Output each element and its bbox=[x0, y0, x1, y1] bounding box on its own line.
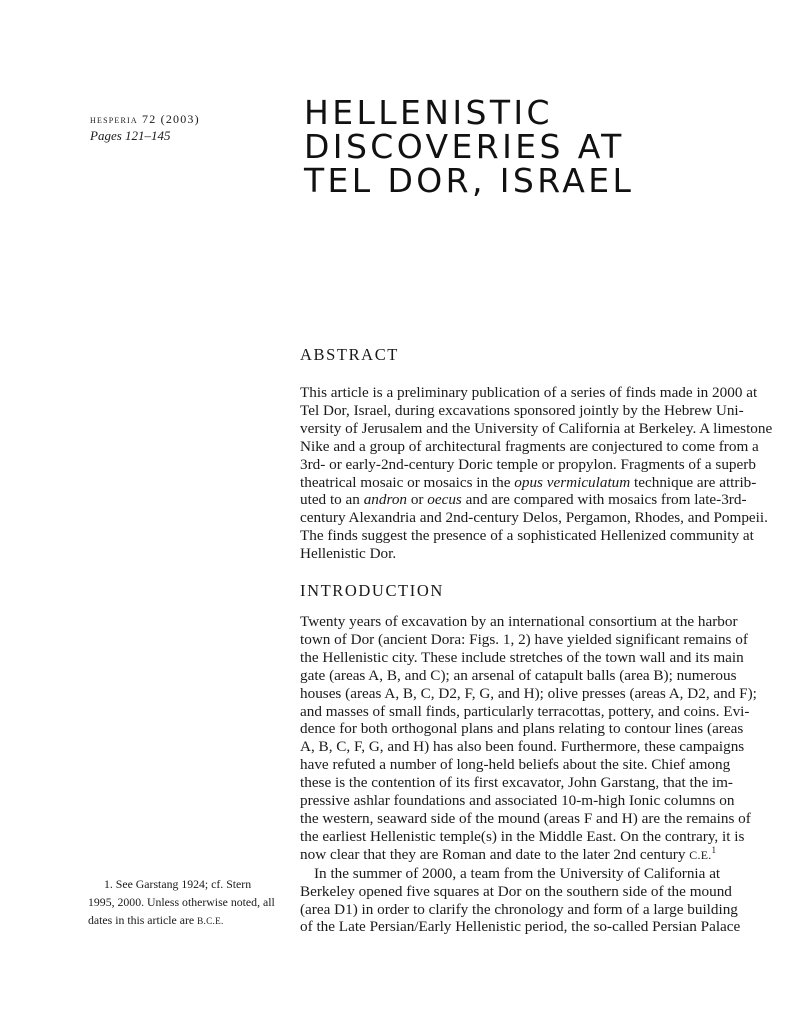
text-span: houses (areas A, B, C, D2, F, G, and H); olive presses (areas A, D2, and F); bbox=[300, 684, 757, 702]
footnote-line bbox=[88, 893, 288, 911]
paragraph bbox=[300, 864, 741, 937]
text-span: dence for both orthogonal plans and plans relating to contour lines (areas bbox=[300, 720, 744, 738]
text-line bbox=[300, 918, 741, 936]
text-span: uted to an bbox=[300, 491, 364, 509]
text-line bbox=[300, 827, 745, 846]
title-line: TEL DOR, ISRAEL bbox=[304, 161, 635, 200]
text-line bbox=[300, 684, 757, 703]
text-line bbox=[300, 491, 747, 509]
abstract-heading: ABSTRACT bbox=[300, 345, 399, 364]
text-span: dates in this article are bbox=[88, 913, 198, 927]
introduction-body bbox=[300, 613, 757, 936]
text-span: versity of Jerusalem and the University of California at Berkeley. A limestone bbox=[300, 419, 773, 437]
text-span: Nike and a group of architectural fragments are conjectured to come from a bbox=[300, 437, 759, 455]
text-span: gate (areas A, B, and C); an arsenal of catapult balls (area B); numerous bbox=[300, 666, 737, 684]
text-line bbox=[300, 527, 754, 545]
text-line bbox=[300, 756, 731, 774]
text-line bbox=[300, 613, 738, 631]
journal-citation: hesperia 72 (2003) bbox=[90, 112, 200, 126]
text-span: A, B, C, F, G, and H) has also been found. Furthermore, these campaigns bbox=[300, 738, 745, 756]
text-line bbox=[300, 545, 708, 563]
text-span: pressive ashlar foundations and associated 10-m-high Ionic columns on bbox=[300, 792, 735, 810]
text-line bbox=[300, 509, 768, 527]
text-line bbox=[300, 792, 735, 810]
text-span: the Hellenistic city. These include stretches of the town wall and its main bbox=[300, 648, 744, 666]
italic-term: oecus bbox=[427, 491, 462, 509]
text-line bbox=[300, 809, 751, 828]
text-span: Hellenistic Dor. bbox=[300, 545, 397, 563]
text-span: theatrical mosaic or mosaics in the bbox=[300, 473, 515, 491]
footnote bbox=[88, 875, 288, 930]
text-span: Twenty years of excavation by an international consortium at the harbor bbox=[300, 613, 738, 630]
text-line bbox=[300, 401, 744, 420]
text-line bbox=[300, 473, 757, 492]
abstract-body bbox=[300, 384, 773, 563]
text-span: 3rd- or early-2nd-century Doric temple or propylon. Fragments of a superb bbox=[300, 455, 756, 473]
text-span: 1995, 2000. Unless otherwise noted, all bbox=[88, 895, 275, 909]
text-line bbox=[300, 702, 750, 721]
text-span: technique are attrib- bbox=[630, 473, 757, 491]
italic-term: opus vermiculatum bbox=[514, 473, 631, 491]
article-title bbox=[304, 93, 635, 200]
text-span: the earliest Hellenistic temple(s) in the Middle East. On the contrary, it is bbox=[300, 827, 745, 845]
text-line bbox=[300, 666, 737, 685]
text-span: The finds suggest the presence of a sophisticated Hellenized community at bbox=[300, 527, 754, 545]
text-span: now clear that they are Roman and date to the later 2nd century bbox=[300, 845, 690, 863]
text-span: and are compared with mosaics from late-3rd- bbox=[461, 491, 747, 509]
text-line bbox=[300, 738, 745, 756]
text-span: town of Dor (ancient Dora: Figs. 1, 2) have yielded significant remains of bbox=[300, 630, 748, 648]
text-line bbox=[300, 437, 759, 456]
text-line bbox=[300, 384, 758, 402]
text-span: century Alexandria and 2nd-century Delos, Pergamon, Rhodes, and Pompeii. bbox=[300, 509, 768, 527]
text-span: This article is a preliminary publication of a series of finds made in 2000 at bbox=[300, 384, 758, 401]
text-line bbox=[300, 882, 732, 901]
text-line bbox=[300, 844, 717, 865]
text-line bbox=[300, 630, 748, 649]
text-span: the western, seaward side of the mound (areas F and H) are the remains of bbox=[300, 809, 751, 827]
text-span: C.E. bbox=[689, 847, 712, 862]
text-line bbox=[300, 774, 733, 792]
text-span: of the Late Persian/Early Hellenistic period, the so-called Persian Palace bbox=[300, 918, 741, 936]
text-line bbox=[300, 720, 744, 738]
text-span: B.C.E. bbox=[197, 916, 224, 926]
title-line: HELLENISTIC bbox=[304, 93, 553, 132]
footnote-line bbox=[88, 911, 288, 930]
footnote-marker[interactable]: 1 bbox=[711, 844, 717, 855]
page-range: Pages 121–145 bbox=[90, 128, 171, 143]
text-span: and masses of small finds, particularly terracottas, pottery, and coins. Evi- bbox=[300, 702, 750, 720]
text-span: Berkeley opened five squares at Dor on the southern side of the mound bbox=[300, 882, 732, 900]
text-span: have refuted a number of long-held beliefs about the site. Chief among bbox=[300, 756, 731, 774]
text-line bbox=[300, 900, 738, 919]
italic-term: andron bbox=[363, 491, 408, 509]
text-span: In the summer of 2000, a team from the University of California at bbox=[314, 864, 721, 882]
text-span: these is the contention of its first excavator, John Garstang, that the im- bbox=[300, 774, 733, 792]
text-line bbox=[300, 419, 773, 438]
text-span: (area D1) in order to clarify the chronology and form of a large building bbox=[300, 900, 738, 918]
text-line bbox=[300, 648, 744, 667]
text-span: 1. See Garstang 1924; cf. Stern bbox=[104, 877, 252, 891]
paragraph bbox=[300, 613, 757, 865]
title-line: DISCOVERIES AT bbox=[304, 127, 625, 166]
introduction-heading: INTRODUCTION bbox=[300, 581, 444, 600]
text-span: or bbox=[407, 491, 428, 509]
text-line bbox=[300, 455, 756, 474]
footnote-line bbox=[88, 875, 288, 893]
text-line bbox=[300, 864, 721, 883]
text-span: Tel Dor, Israel, during excavations sponsored jointly by the Hebrew Uni- bbox=[300, 401, 744, 419]
